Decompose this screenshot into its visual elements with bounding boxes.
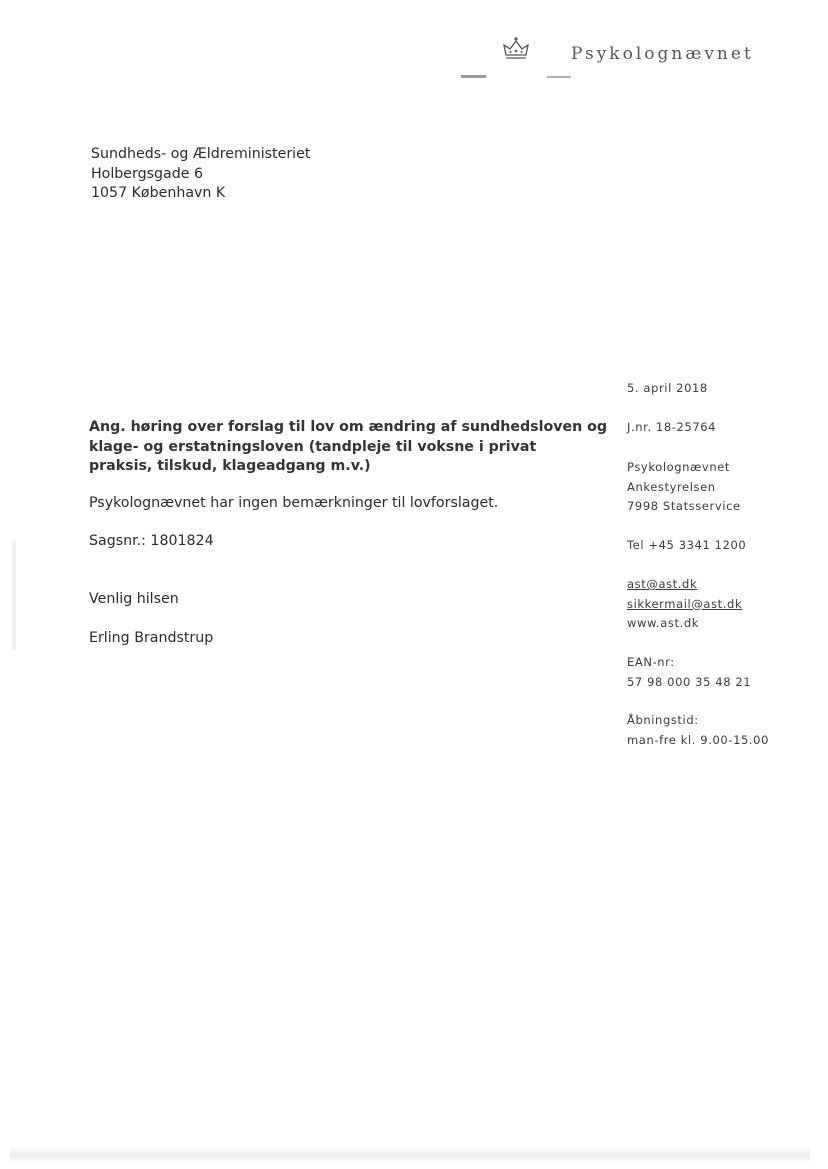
ean-block [627, 653, 751, 692]
closing-greeting: Venlig hilsen [89, 591, 179, 607]
letter-date: 5. april 2018 [627, 381, 708, 395]
case-number: Sagsnr.: 1801824 [89, 533, 214, 549]
header-rule-left [461, 75, 486, 78]
sender-organization [627, 458, 741, 517]
scan-artifact-left [12, 540, 16, 650]
sender-contact [627, 575, 742, 634]
sender-name: Psykolognævnet [627, 460, 731, 474]
secure-email-link[interactable]: sikkermail@ast.dk [627, 596, 743, 611]
sender-agency: Ankestyrelsen [627, 479, 716, 494]
subject-line: klage- og erstatningsloven (tandpleje til voksne i privat [89, 438, 537, 455]
website-text: www.ast.dk [627, 616, 699, 630]
organization-logo: Psykolognævnet [571, 44, 754, 64]
recipient-address [91, 145, 310, 204]
hours-label: Åbningstid: [627, 713, 699, 727]
scan-artifact-bottom [10, 1146, 810, 1164]
subject-line: Ang. høring over forslag til lov om ændring af sundhedsloven og [89, 419, 608, 435]
crown-icon [502, 37, 530, 63]
sender-phone: Tel +45 3341 1200 [627, 538, 747, 552]
letter-subject [89, 418, 608, 477]
journal-number: J.nr. 18-25764 [627, 420, 717, 434]
ean-label: EAN-nr: [627, 655, 675, 669]
sender-postal: 7998 Statsservice [627, 499, 741, 513]
letter-remark: Psykolognævnet har ingen bemærkninger til lovforslaget. [89, 495, 499, 511]
email-link[interactable]: ast@ast.dk [627, 577, 698, 591]
signer-name: Erling Brandstrup [89, 630, 214, 646]
header-rule-right [547, 76, 571, 78]
opening-hours [627, 711, 769, 750]
recipient-name: Sundheds- og Ældreministeriet [91, 146, 311, 162]
subject-line: praksis, tilskud, klageadgang m.v.) [89, 458, 371, 474]
recipient-city: 1057 København K [91, 185, 226, 201]
ean-value: 57 98 000 35 48 21 [627, 674, 752, 689]
hours-value: man-fre kl. 9.00-15.00 [627, 732, 769, 747]
recipient-street: Holbergsgade 6 [91, 165, 203, 182]
